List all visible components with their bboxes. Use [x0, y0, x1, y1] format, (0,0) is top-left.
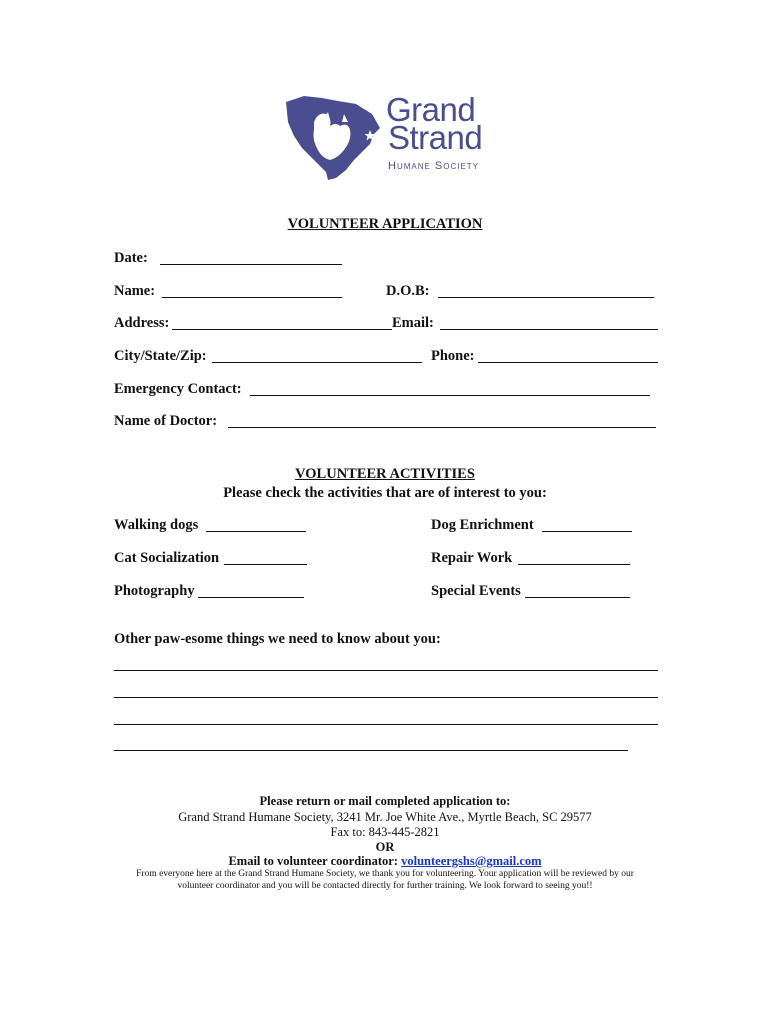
thank-you-note-line-1: From everyone here at the Grand Strand Humane Society, we thank you for volunteering. Your application will be reviewed by our: [136, 869, 634, 879]
fax-number: Fax to: 843-445-2821: [330, 825, 440, 839]
emergency-contact-field[interactable]: [250, 395, 650, 396]
mailing-address: Grand Strand Humane Society, 3241 Mr. Joe White Ave., Myrtle Beach, SC 29577: [178, 810, 592, 824]
south-carolina-dog-cat-logo-icon: [280, 92, 384, 184]
activity-walking-dogs-checkline[interactable]: [206, 531, 306, 532]
coordinator-email-link[interactable]: volunteergshs@gmail.com: [401, 854, 542, 868]
other-info-prompt: Other paw-esome things we need to know about you:: [114, 631, 441, 647]
activity-cat-socialization-checkline[interactable]: [224, 564, 307, 565]
logo-subtitle: Humane Society: [388, 160, 480, 172]
activity-dog-enrichment-checkline[interactable]: [542, 531, 632, 532]
activities-heading: VOLUNTEER ACTIVITIES: [295, 466, 475, 482]
other-info-line[interactable]: [114, 697, 658, 698]
return-instructions: Please return or mail completed application to:: [259, 794, 511, 808]
date-field[interactable]: [160, 264, 342, 265]
other-info-line[interactable]: [114, 724, 658, 725]
activity-cat-socialization-label: Cat Socialization: [114, 550, 220, 566]
city-state-zip-label: City/State/Zip:: [114, 348, 207, 364]
emergency-contact-label: Emergency Contact:: [114, 381, 242, 397]
name-field[interactable]: [162, 297, 342, 298]
phone-label: Phone:: [431, 348, 475, 364]
address-label: Address:: [114, 315, 170, 331]
activity-special-events-label: Special Events: [431, 583, 521, 599]
email-instructions: [0, 854, 770, 869]
doctor-label: Name of Doctor:: [114, 413, 218, 429]
phone-field[interactable]: [478, 362, 658, 363]
other-info-line[interactable]: [114, 670, 658, 671]
city-state-zip-field[interactable]: [212, 362, 422, 363]
email-field[interactable]: [440, 329, 658, 330]
activity-repair-work-checkline[interactable]: [518, 564, 630, 565]
activity-photography-label: Photography: [114, 583, 195, 599]
activities-instruction: Please check the activities that are of interest to you:: [223, 485, 547, 501]
activity-dog-enrichment-label: Dog Enrichment: [431, 517, 534, 533]
other-info-line[interactable]: [114, 750, 628, 751]
logo-line-2: Strand: [388, 119, 483, 156]
organization-logo: [280, 92, 500, 184]
or-separator: OR: [375, 840, 395, 854]
thank-you-note-line-2: volunteer coordinator and you will be contacted directly for further training. We look forward to seeing you!!: [177, 881, 593, 891]
activity-repair-work-label: Repair Work: [431, 550, 513, 566]
activity-walking-dogs-label: Walking dogs: [114, 517, 199, 533]
name-label: Name:: [114, 283, 156, 299]
logo-wordmark: [386, 91, 483, 172]
form-title: VOLUNTEER APPLICATION: [287, 216, 483, 232]
date-label: Date:: [114, 250, 148, 266]
dob-label: D.O.B:: [386, 283, 430, 299]
logo-line-1: Grand: [386, 91, 476, 128]
email-label: Email:: [392, 315, 434, 331]
activity-special-events-checkline[interactable]: [525, 597, 630, 598]
address-field[interactable]: [172, 329, 392, 330]
dob-field[interactable]: [438, 297, 654, 298]
activity-photography-checkline[interactable]: [198, 597, 304, 598]
doctor-field[interactable]: [228, 427, 656, 428]
email-coordinator-label: Email to volunteer coordinator:: [228, 854, 398, 868]
